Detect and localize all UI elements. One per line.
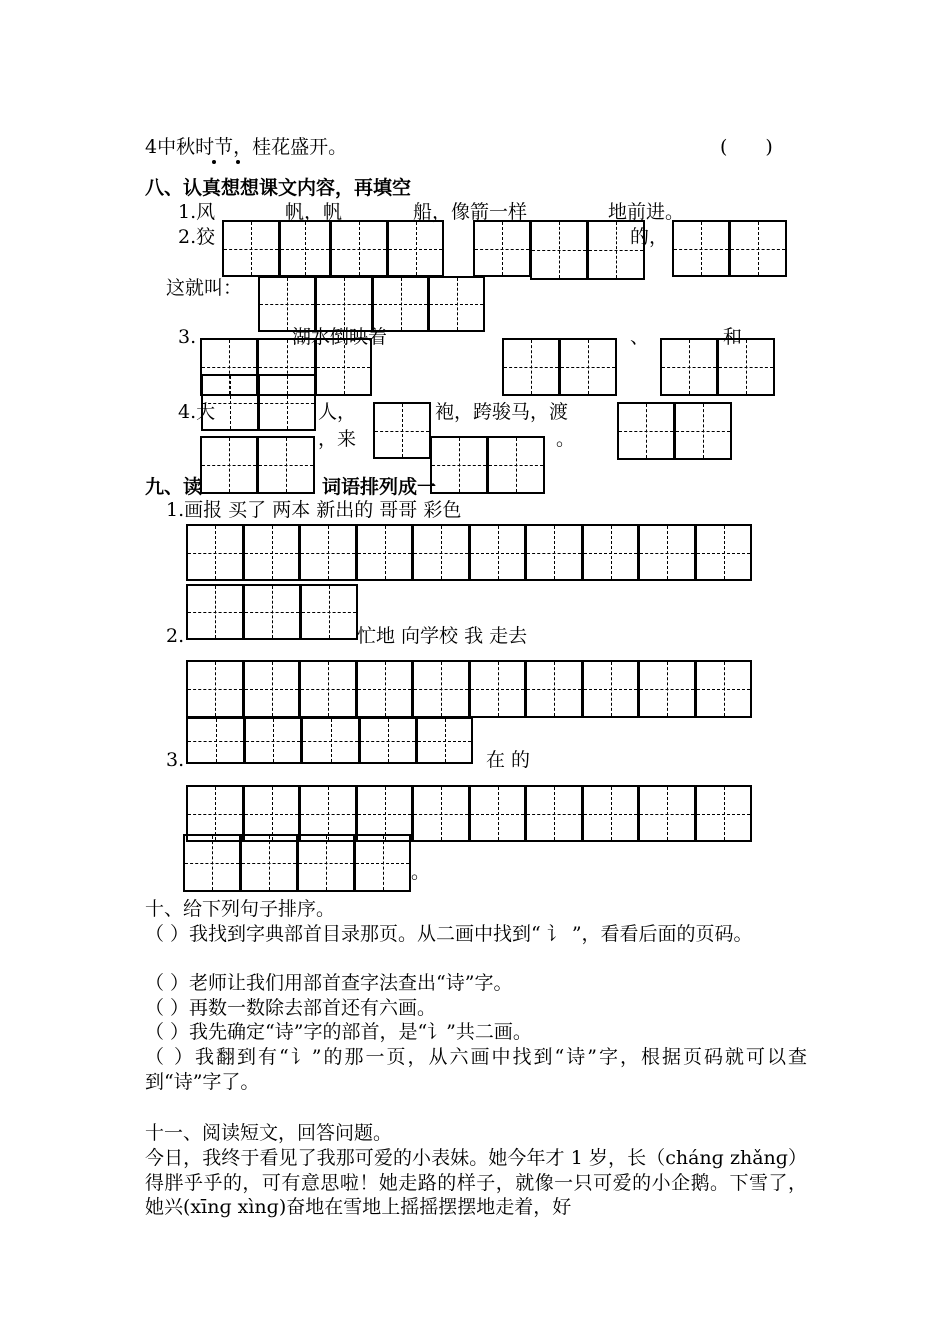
writing-grid[interactable] [473, 220, 645, 280]
sentence-grid[interactable] [186, 584, 358, 640]
writing-grid[interactable] [502, 338, 617, 396]
s8-q2-part: 2.狡 [178, 226, 216, 248]
section-9-title: 九、读 [145, 476, 203, 498]
section-8-title: 八、认真想想课文内容，再填空 [145, 177, 412, 199]
s8-q4-part: 4.大 [178, 401, 216, 423]
s8-q2-part: 的， [630, 226, 669, 248]
sentence-grid[interactable] [186, 524, 752, 581]
s8-q1-part: 1.风 [178, 201, 216, 223]
s8-q4-part: 袍，跨骏马，渡 [435, 401, 569, 423]
s8-q1-part: 地前进。 [608, 201, 685, 223]
section-10-title: 十、给下列句子排序。 [145, 898, 336, 920]
sentence-item: （ ）我先确定“诗”字的部首，是“讠”共二画。 [145, 1021, 532, 1043]
s8-q3-part: 和 [723, 326, 743, 348]
s9-question-1: 1.画报 买了 两本 新出的 哥哥 彩色 [166, 499, 462, 521]
s8-q4-part: 。 [556, 428, 576, 450]
s8-q3-part: 、 [630, 326, 650, 348]
sentence-grid[interactable] [186, 717, 473, 764]
s9-question-2: 忙地 向学校 我 走去 [357, 625, 528, 647]
period: 。 [411, 861, 431, 883]
sentence-item: （ ）再数一数除去部首还有六画。 [145, 997, 437, 1019]
s8-q4-part: 人， [318, 401, 357, 423]
s9-question-3: 在 的 [486, 749, 531, 771]
writing-grid[interactable] [258, 276, 485, 332]
writing-grid[interactable] [200, 436, 315, 494]
s8-q2-part: 这就叫： [166, 277, 243, 299]
s8-q1-part: 帆，帆 [285, 201, 343, 223]
sentence-item: （ ）老师让我们用部首查字法查出“诗”字。 [145, 972, 513, 994]
s9-question-2: 2. [166, 625, 185, 647]
s9-question-3: 3. [166, 749, 185, 771]
s8-q3-part: 湖水倒映着 [292, 326, 388, 348]
writing-grid[interactable] [617, 402, 732, 460]
section-9-title: 词语排列成一 [322, 476, 437, 498]
writing-grid[interactable] [672, 220, 787, 277]
writing-grid[interactable] [430, 436, 545, 494]
writing-grid[interactable] [373, 402, 431, 459]
sentence-item: （ ）我翻到有“讠”的那一页，从六画中找到“诗”字，根据页码就可以查到“诗”字了。 [145, 1046, 807, 1093]
writing-grid[interactable] [660, 338, 775, 396]
sentence-item: （ ）我找到字典部首目录那页。从二画中找到“ 讠 ”，看看后面的页码。 [145, 923, 753, 945]
s8-q1-part: 船，像箭一样 [413, 201, 528, 223]
sentence-grid[interactable] [183, 834, 411, 892]
sentence-grid[interactable] [186, 660, 752, 718]
emphasis-dot [212, 160, 216, 164]
s8-q3-part: 3. [178, 326, 197, 348]
emphasis-dot [236, 160, 240, 164]
question-7-4: 4中秋时节，桂花盛开。 [145, 136, 348, 158]
s8-q4-part: ，来 [318, 428, 357, 450]
section-11-title: 十一、阅读短文，回答问题。 [145, 1122, 393, 1144]
reading-passage: 今日，我终于看见了我那可爱的小表妹。她今年才 1 岁，长（chánɡ zhǎnɡ）得胖乎乎的，可有意思啦！她走路的样子，就像一只可爱的小企鹅。下雪了，她兴(xīnɡ xìnɡ)奋地在雪地上摇摇摆摆地走着，好 [145, 1147, 807, 1218]
writing-grid[interactable] [222, 220, 444, 277]
answer-parentheses[interactable]: ( ) [720, 136, 773, 158]
writing-grid[interactable] [201, 374, 316, 431]
